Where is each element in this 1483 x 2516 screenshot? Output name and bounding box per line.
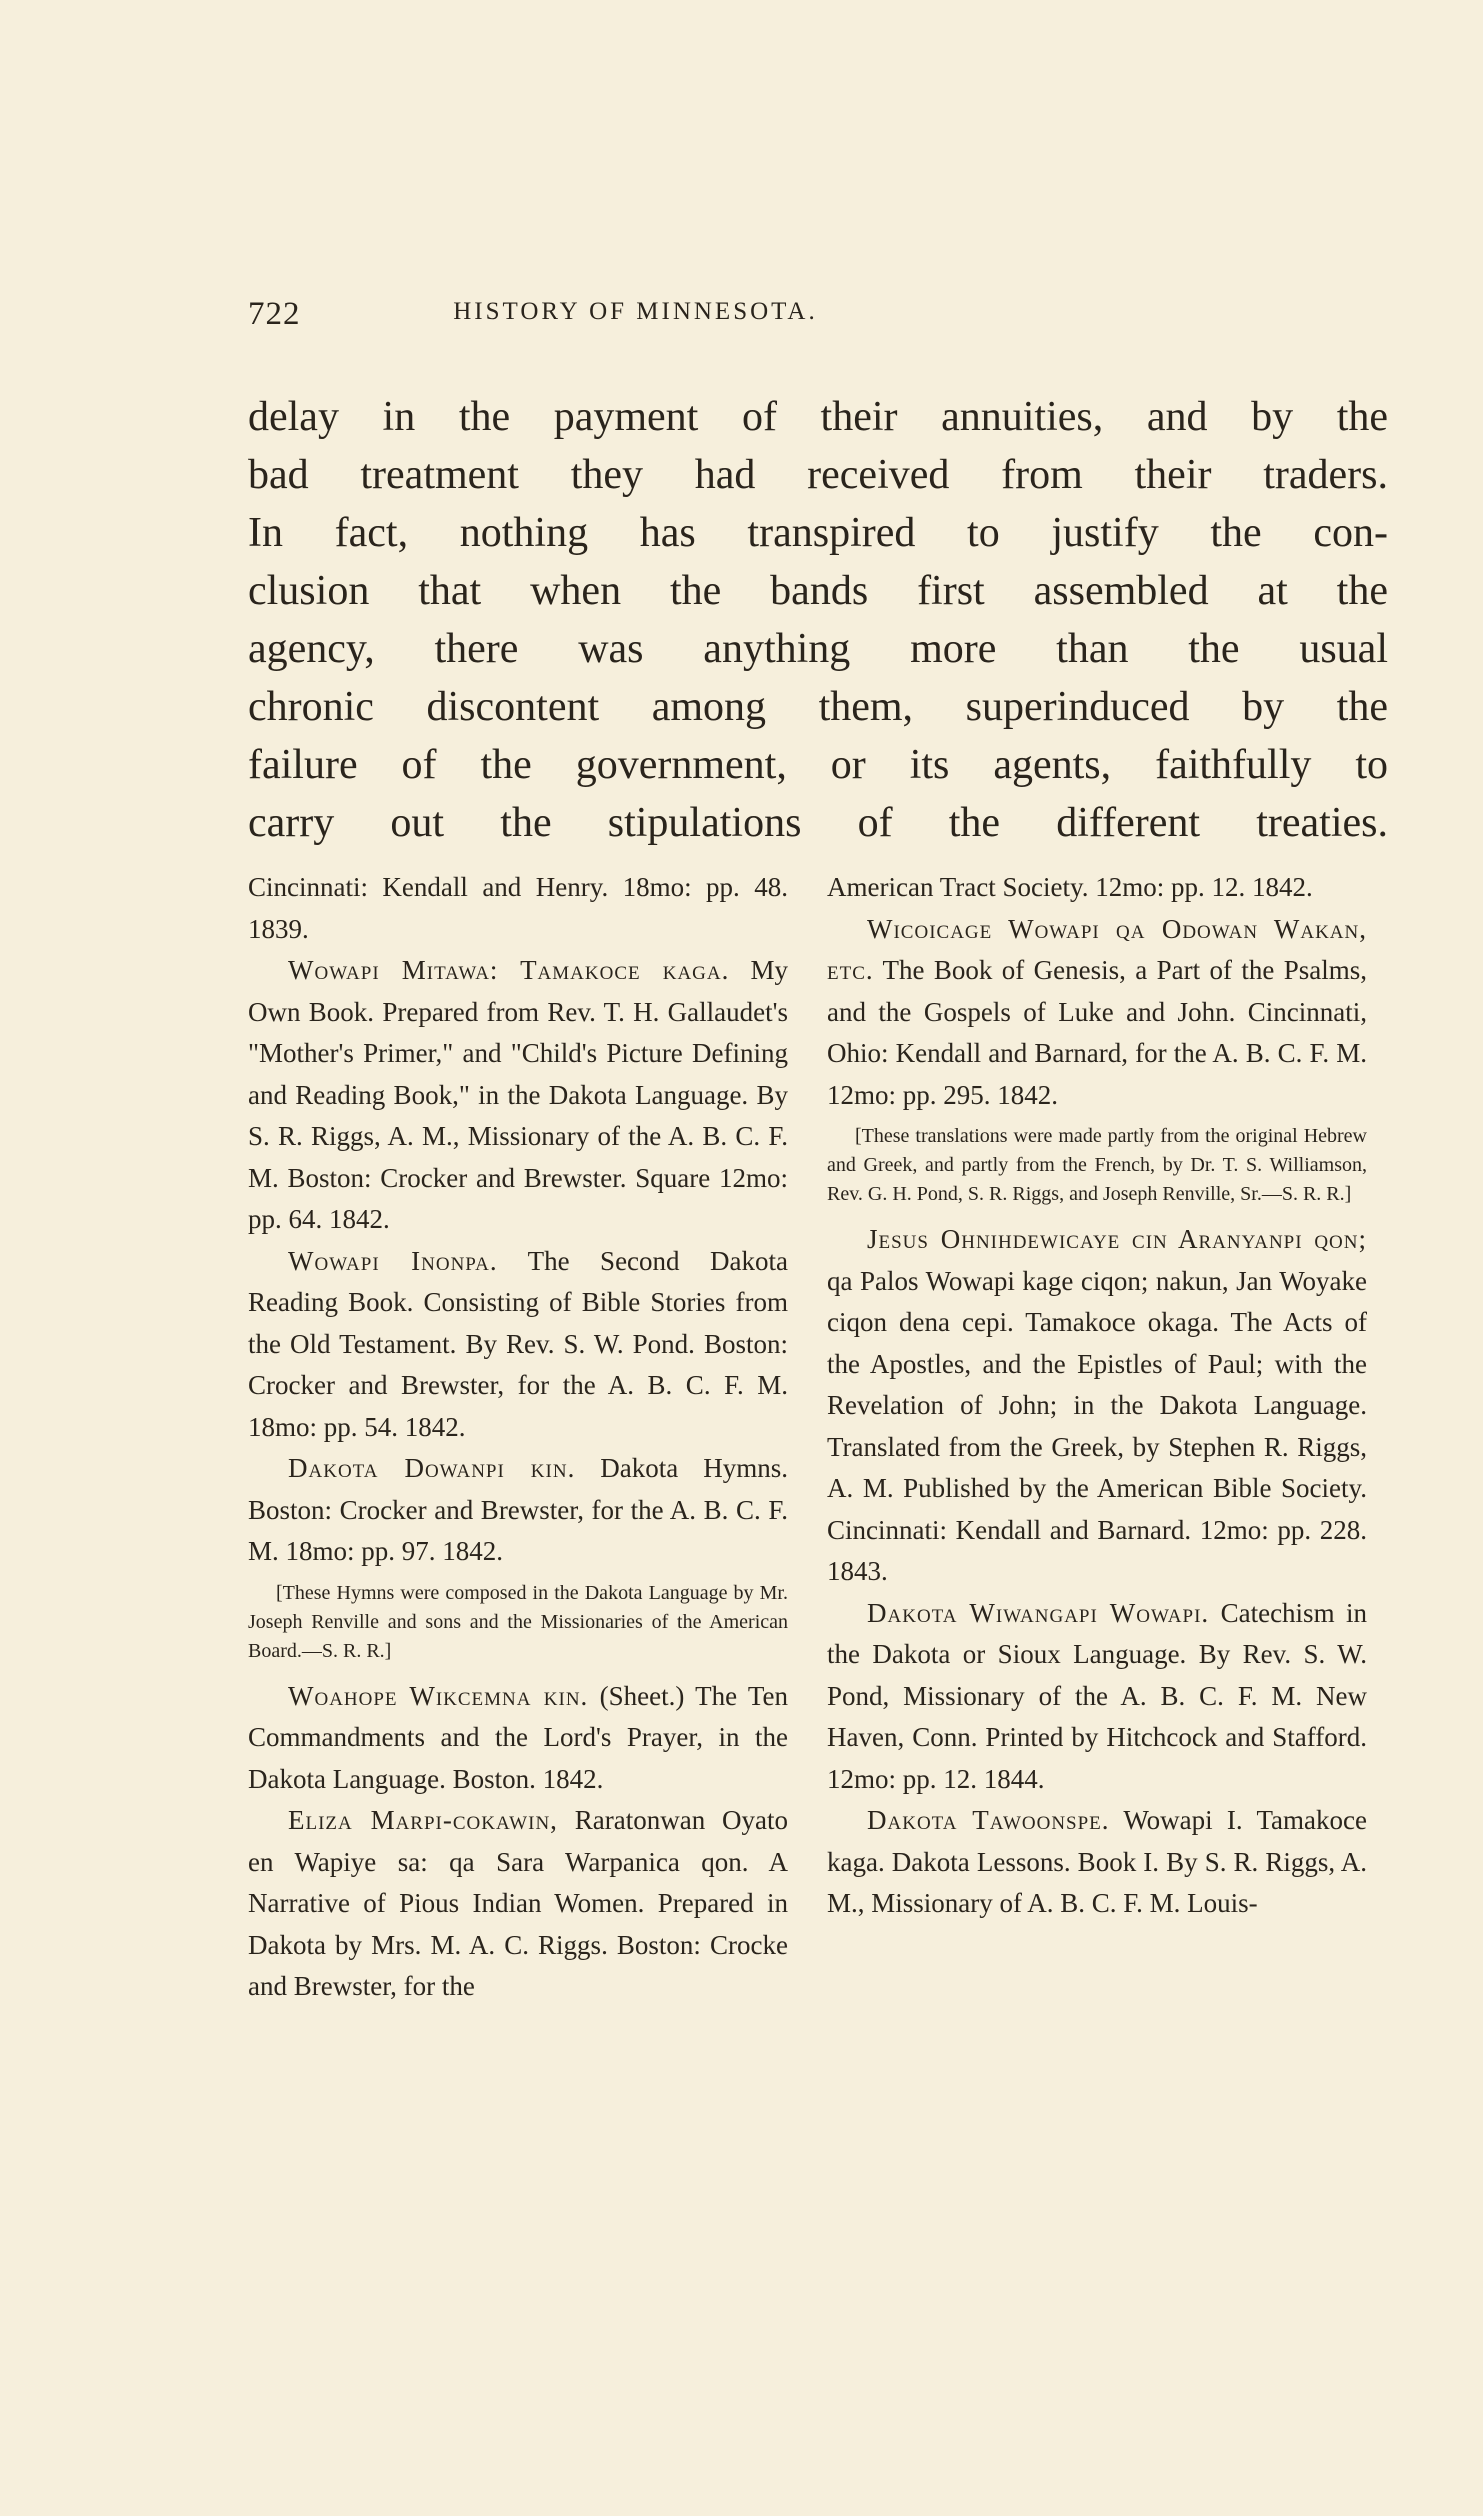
lead-line: carry out the stipulations of the different treaties. bbox=[248, 800, 1388, 846]
entry-text: Raratonwan Oyato en Wapiye sa: qa Sara Warpanica qon. A Narrative of Pious Indian Women. Prepared in Dakota by Mrs. M. A. C. Riggs. Boston: Crocke and Brewster, for the bbox=[248, 1805, 789, 2001]
bibliography-note: [These translations were made partly from the original Hebrew and Greek, and partly from the French, by Dr. T. S. Williamson, Rev. G. H. Pond, S. R. Riggs, and Joseph Renville, Sr.—S. R. R.] bbox=[827, 1125, 1367, 1205]
bibliography-entry bbox=[248, 1800, 788, 2008]
lead-line: chronic discontent among them, superinduced by the bbox=[248, 684, 1388, 730]
bibliography-entry bbox=[248, 950, 788, 1241]
lead-line: bad treatment they had received from their traders. bbox=[248, 452, 1388, 498]
entry-text: Wowapi I. Tamakoce kaga. Dakota Lessons. Book I. By S. R. Riggs, A. M., Missionary of A. B. C. F. M. Louis- bbox=[827, 1805, 1367, 1918]
entry-text: The Second Dakota Reading Book. Consisting of Bible Stories from the Old Testament. By Rev. S. W. Pond. Boston: Crocker and Brewster, for the A. B. C. F. M. 18mo: pp. 54. 1842. bbox=[248, 1245, 788, 1442]
entry-title: Wowapi Inonpa. bbox=[288, 1245, 498, 1276]
bibliography-entry bbox=[248, 1676, 788, 1801]
bibliography-entry bbox=[827, 1219, 1367, 1593]
entry-title: Woahope Wikcemna kin. bbox=[288, 1680, 589, 1711]
entry-title: Eliza Marpi-cokawin, bbox=[288, 1805, 558, 1835]
entry-title: Wowapi Mitawa: Tamakoce kaga. bbox=[288, 955, 730, 985]
running-head: HISTORY OF MINNESOTA. bbox=[453, 298, 818, 325]
bibliography-entry bbox=[827, 867, 1367, 909]
lead-line: failure of the government, or its agents, faithfully to bbox=[248, 742, 1388, 788]
bibliography-entry bbox=[827, 1593, 1367, 1801]
right-column bbox=[827, 867, 1367, 1925]
entry-text: The Book of Genesis, a Part of the Psalms, and the Gospels of Luke and John. Cincinnati, Ohio: Kendall and Barnard, for the A. B. C. F. M. 12mo: pp. 295. 1842. bbox=[827, 955, 1367, 1110]
entry-text: Dakota Hymns. Boston: Crocker and Brewster, for the A. B. C. F. M. 18mo: pp. 97. 1842. bbox=[248, 1453, 788, 1566]
entry-title: Dakota Wiwangapi Wowapi. bbox=[867, 1597, 1210, 1628]
entry-title: Dakota Tawoonspe. bbox=[867, 1805, 1110, 1835]
left-column bbox=[248, 867, 788, 2008]
entry-title: Wicoicage Wowapi qa Odowan Wakan, etc. bbox=[827, 913, 1367, 985]
page-number: 722 bbox=[248, 296, 301, 332]
bibliography-entry bbox=[248, 1241, 788, 1449]
lead-line: delay in the payment of their annuities, and by the bbox=[248, 394, 1388, 440]
lead-line: agency, there was anything more than the usual bbox=[248, 626, 1388, 672]
entry-text: Catechism in the Dakota or Sioux Language. By Rev. S. W. Pond, Missionary of the A. B. C. F. M. New Haven, Conn. Printed by Hitchcock and Stafford. 12mo: pp. 12. 1844. bbox=[827, 1597, 1367, 1794]
page-header bbox=[248, 296, 1023, 336]
bibliography-entry bbox=[248, 867, 788, 950]
entry-text: My Own Book. Prepared from Rev. T. H. Gallaudet's "Mother's Primer," and "Child's Picture Defining and Reading Book," in the Dakota Language. By S. R. Riggs, A. M., Missionary of the A. B. C. F. M. Boston: Crocker and Brewster. Square 12mo: pp. 64. 1842. bbox=[248, 955, 788, 1234]
lead-paragraph bbox=[248, 388, 1388, 852]
lead-line: In fact, nothing has transpired to justify the con- bbox=[248, 510, 1388, 556]
bibliography-entry bbox=[827, 909, 1367, 1117]
entry-title: Dakota Dowanpi kin. bbox=[288, 1453, 576, 1483]
entry-text: qa Palos Wowapi kage ciqon; nakun, Jan Woyake ciqon dena cepi. Tamakoce okaga. The Acts of the Apostles, and the Epistles of Paul; with the Revelation of John; in the Dakota Language. Translated from the Greek, by Stephen R. Riggs, A. M. Published by the American Bible Society. Cincinnati: Kendall and Barnard. 12mo: pp. 228. 1843. bbox=[827, 1265, 1367, 1586]
bibliography-note: [These Hymns were composed in the Dakota Language by Mr. Joseph Renville and sons and the Missionaries of the American Board.—S. R. R.] bbox=[248, 1581, 788, 1662]
bibliography-entry bbox=[827, 1800, 1367, 1925]
entry-text: Cincinnati: Kendall and Henry. 18mo: pp. 48. 1839. bbox=[248, 872, 788, 944]
entry-text: American Tract Society. 12mo: pp. 12. 1842. bbox=[827, 872, 1313, 902]
bibliography-entry bbox=[248, 1448, 788, 1573]
entry-title: Jesus Ohnihdewicaye cin Aranyanpi qon; bbox=[867, 1224, 1367, 1254]
entry-text: (Sheet.) The Ten Commandments and the Lord's Prayer, in the Dakota Language. Boston. 1842. bbox=[248, 1680, 788, 1794]
lead-line: clusion that when the bands first assembled at the bbox=[248, 568, 1388, 614]
